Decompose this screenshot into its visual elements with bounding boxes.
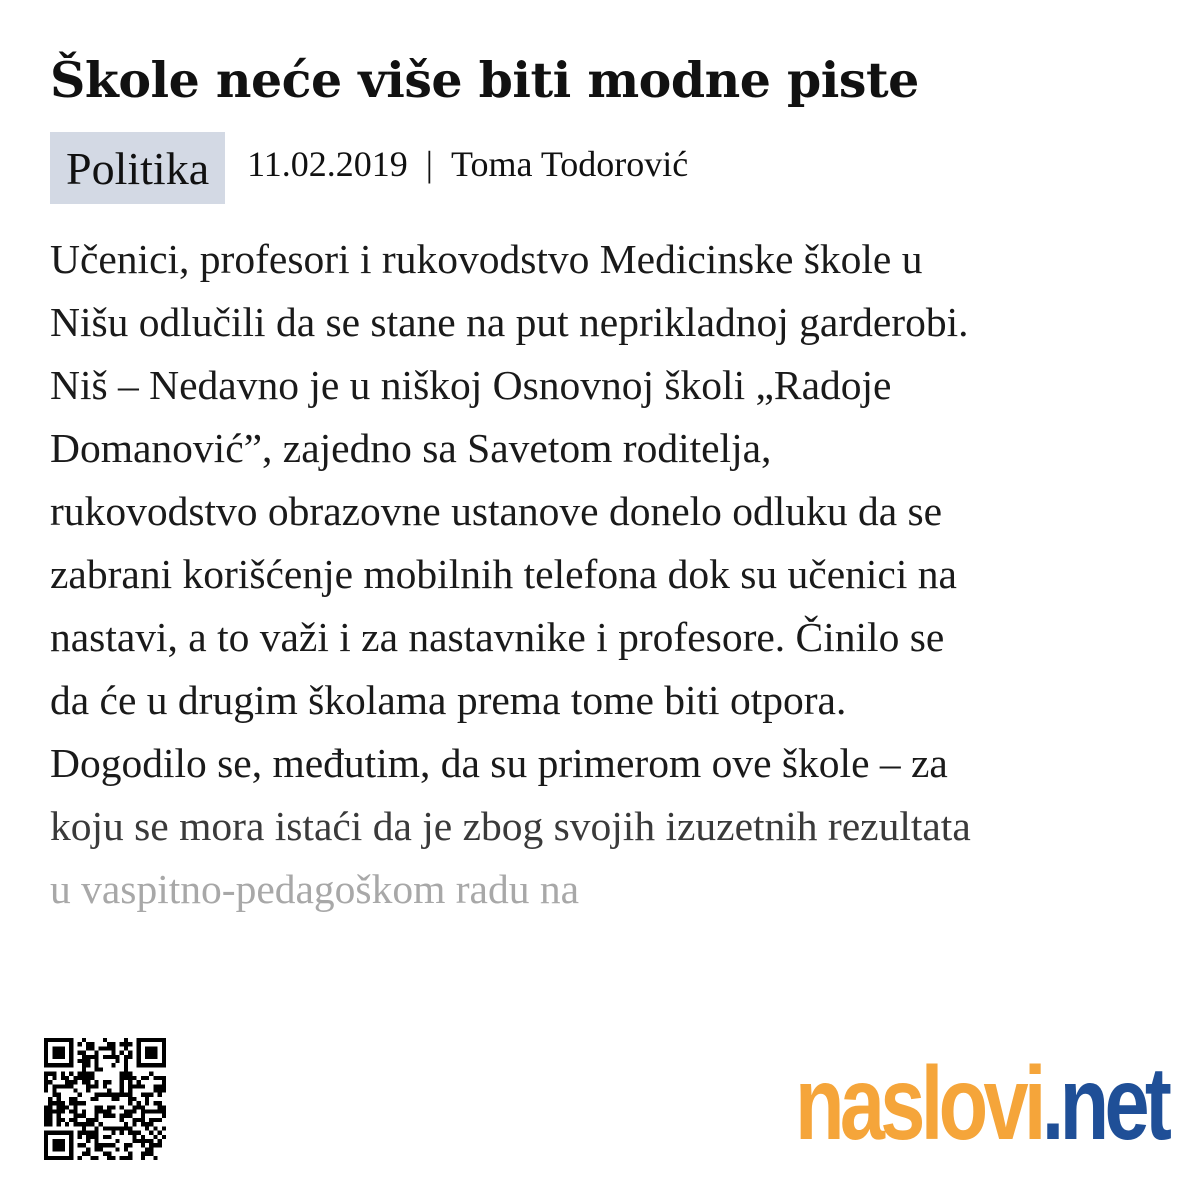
body-line: Dogodilo se, međutim, da su primerom ove škole – za <box>50 740 948 786</box>
category-badge[interactable]: Politika <box>50 132 225 204</box>
body-line: zabrani korišćenje mobilnih telefona dok su učenici na <box>50 551 957 597</box>
article-date: 11.02.2019 <box>247 144 408 184</box>
naslovi-net-logo[interactable] <box>795 1046 1168 1162</box>
article-meta <box>50 132 688 204</box>
article-body <box>50 228 1160 921</box>
article-title: Škole neće više biti modne piste <box>50 51 919 109</box>
body-line: da će u drugim školama prema tome biti otpora. <box>50 677 847 723</box>
body-line: Niš – Nedavno je u niškoj Osnovnoj školi „Radoje <box>50 362 892 408</box>
logo-part-naslovi: naslovi <box>795 1046 1042 1162</box>
body-line: Nišu odlučili da se stane na put neprikladnoj garderobi. <box>50 299 969 345</box>
article-author[interactable]: Toma Todorović <box>451 144 689 184</box>
meta-separator: | <box>425 144 434 184</box>
body-line: Učenici, profesori i rukovodstvo Medicinske škole u <box>50 236 923 282</box>
body-line-faded: u vaspitno-pedagoškom radu na <box>50 866 580 912</box>
body-line: nastavi, a to važi i za nastavnike i profesore. Činilo se <box>50 614 945 660</box>
body-line: rukovodstvo obrazovne ustanove donelo odluku da se <box>50 488 943 534</box>
qr-code-icon[interactable] <box>44 1038 166 1160</box>
body-line-fading: koju se mora istaći da je zbog svojih izuzetnih rezultata <box>50 803 971 849</box>
logo-part-net: .net <box>1041 1046 1168 1162</box>
body-line: Domanović”, zajedno sa Savetom roditelja, <box>50 425 772 471</box>
